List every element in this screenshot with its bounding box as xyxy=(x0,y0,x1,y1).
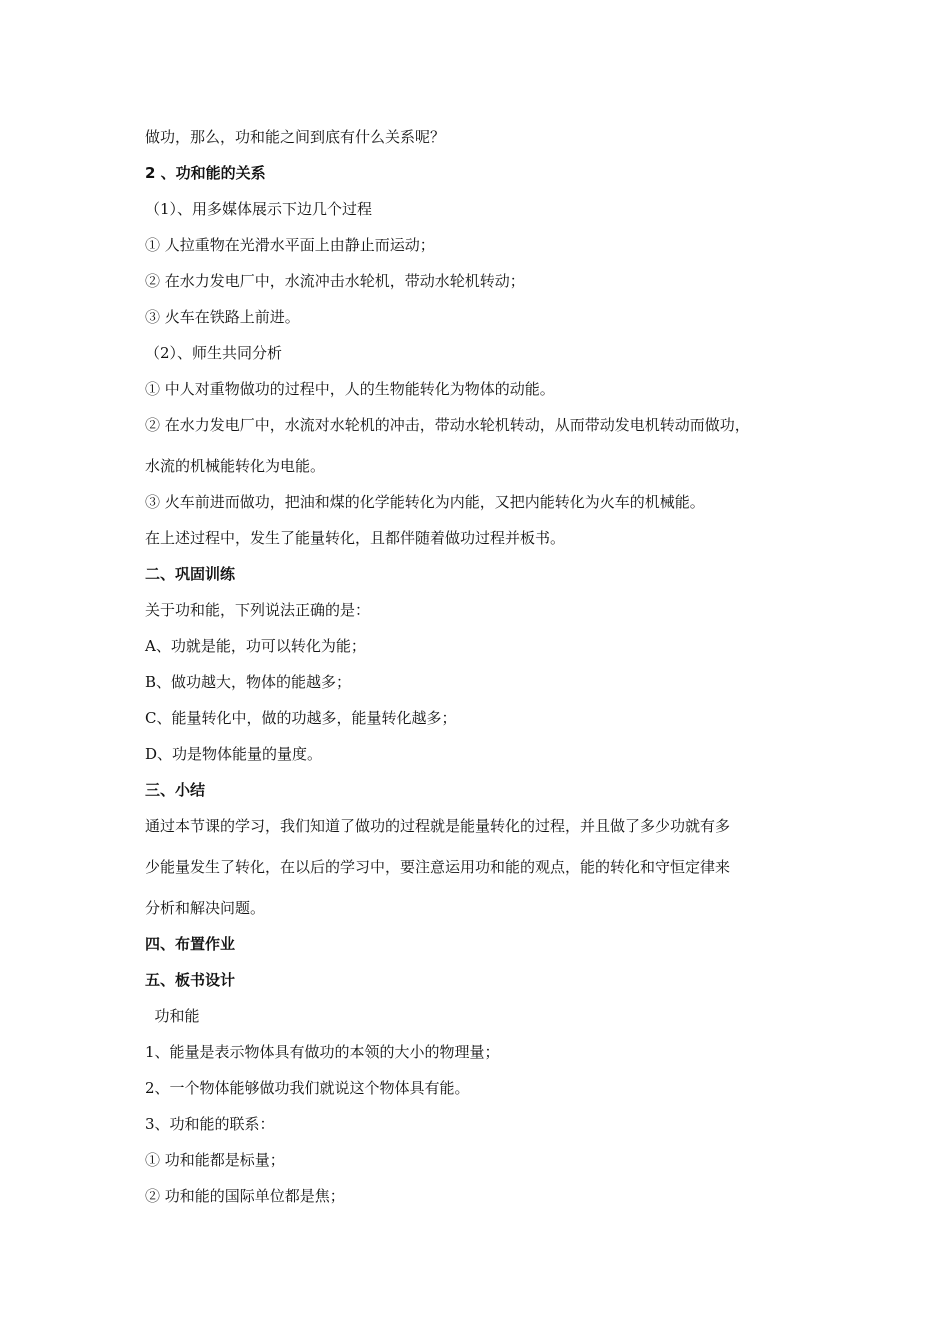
list-item: ② 在水力发电厂中，水流对水轮机的冲击，带动水轮机转动，从而带动发电机转动而做功， xyxy=(145,416,750,434)
list-item: 1、能量是表示物体具有做功的本领的大小的物理量； xyxy=(145,1043,500,1061)
list-item: ② 功和能的国际单位都是焦； xyxy=(145,1187,345,1205)
paragraph-line: 做功，那么，功和能之间到底有什么关系呢？ xyxy=(145,128,446,146)
option-item: A、功就是能，功可以转化为能； xyxy=(145,637,366,655)
list-item: ③ 火车前进而做功，把油和煤的化学能转化为内能，又把内能转化为火车的机械能。 xyxy=(145,493,705,511)
board-title: 功和能 xyxy=(145,1007,200,1025)
paragraph-line: 在上述过程中，发生了能量转化，且都伴随着做功过程并板书。 xyxy=(145,529,566,547)
list-item: 3、功和能的联系： xyxy=(145,1115,275,1133)
list-item: ① 功和能都是标量； xyxy=(145,1151,285,1169)
list-item: ① 人拉重物在光滑水平面上由静止而运动； xyxy=(145,236,435,254)
subsection-heading: （1）、用多媒体展示下边几个过程 xyxy=(145,200,373,218)
option-item: C、能量转化中，做的功越多，能量转化越多； xyxy=(145,709,457,727)
paragraph-line: 少能量发生了转化，在以后的学习中，要注意运用功和能的观点，能的转化和守恒定律来 xyxy=(145,858,731,876)
paragraph-line: 关于功和能，下列说法正确的是： xyxy=(145,601,371,619)
paragraph-line: 分析和解决问题。 xyxy=(145,899,266,917)
option-item: B、做功越大，物体的能越多； xyxy=(145,673,352,691)
list-item: 2、一个物体能够做功我们就说这个物体具有能。 xyxy=(145,1079,470,1097)
subsection-heading: （2）、师生共同分析 xyxy=(145,344,283,362)
section-heading: 2 、功和能的关系 xyxy=(145,164,266,182)
section-heading: 四、布置作业 xyxy=(145,935,236,953)
list-item: ① 中人对重物做功的过程中，人的生物能转化为物体的动能。 xyxy=(145,380,555,398)
list-item: ② 在水力发电厂中，水流冲击水轮机，带动水轮机转动； xyxy=(145,272,525,290)
section-heading: 三、小结 xyxy=(145,781,206,799)
paragraph-line: 通过本节课的学习，我们知道了做功的过程就是能量转化的过程，并且做了多少功就有多 xyxy=(145,817,731,835)
list-item: ③ 火车在铁路上前进。 xyxy=(145,308,300,326)
paragraph-line: 水流的机械能转化为电能。 xyxy=(145,457,326,475)
section-heading: 五、板书设计 xyxy=(145,971,236,989)
section-heading: 二、巩固训练 xyxy=(145,565,236,583)
option-item: D、功是物体能量的量度。 xyxy=(145,745,323,763)
